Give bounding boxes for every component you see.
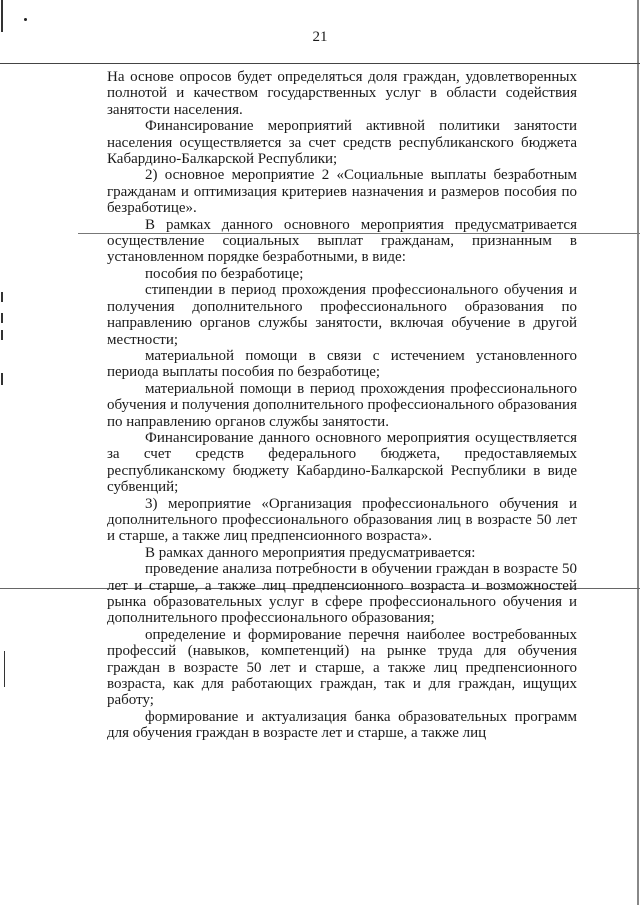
paragraph: стипендии в период прохождения профессионального обучения и получения дополнительного профессионального образования по направлению органов службы занятости, включая обучение в другой местности; [107, 282, 577, 348]
scan-mark [1, 330, 3, 340]
paragraph: Финансирование данного основного мероприятия осуществляется за счет средств федерального бюджета, предоставляемых республиканскому бюджету Кабардино-Балкарской Республики в виде субвенций; [107, 429, 577, 496]
paragraph: проведение анализа потребности в обучении граждан в возрасте 50 лет и старше, а также лиц предпенсионного возраста и возможностей рынка образовательных услуг в сфере профессионального обучения и дополнительного профессионального образования; [107, 561, 577, 627]
scan-dot [24, 18, 27, 21]
scan-mark [1, 292, 3, 302]
paragraph: 3) мероприятие «Организация профессионального обучения и дополнительного профессионального образования лиц в возрасте 50 лет и старше, а также лиц предпенсионного возраста». [107, 495, 577, 545]
document-body [107, 69, 577, 742]
page-number: 21 [312, 29, 328, 45]
paragraph: На основе опросов будет определяться доля граждан, удовлетворенных полнотой и качеством государственных услуг в области содействия занятости населения. [107, 69, 577, 118]
paragraph: В рамках данного основного мероприятия предусматривается осуществление социальных выплат гражданам, признанным в установленном порядке безработными, в виде: [107, 216, 577, 266]
scan-line [0, 63, 640, 64]
scan-mark [1, 313, 3, 323]
scan-mark [1, 373, 3, 385]
paragraph: В рамках данного мероприятия предусматривается: [145, 544, 476, 561]
scan-edge [637, 0, 639, 905]
paragraph: определение и формирование перечня наиболее востребованных профессий (навыков, компетенций) на рынке труда для обучения граждан в возрасте 50 лет и старше, а также лиц предпенсионного возраста, как для работающих граждан, так и для граждан, ищущих работу; [107, 626, 577, 709]
scan-mark [4, 651, 5, 687]
paragraph: пособия по безработице; [145, 265, 304, 282]
paragraph: материальной помощи в связи с истечением установленного периода выплаты пособия по безработице; [107, 347, 577, 381]
paragraph: 2) основное мероприятие 2 «Социальные выплаты безработным гражданам и оптимизация критериев назначения и размеров пособия по безработице». [107, 167, 577, 217]
paragraph: материальной помощи в период прохождения профессионального обучения и получения дополнительного профессионального образования по направлению органов службы занятости. [107, 380, 577, 430]
paragraph: Финансирование мероприятий активной политики занятости населения осуществляется за счет средств республиканского бюджета Кабардино-Балкарской Республики; [107, 118, 577, 168]
scan-mark-top [1, 0, 3, 32]
paragraph: формирование и актуализация банка образовательных программ для обучения граждан в возрасте лет и старше, а также лиц [107, 708, 577, 742]
